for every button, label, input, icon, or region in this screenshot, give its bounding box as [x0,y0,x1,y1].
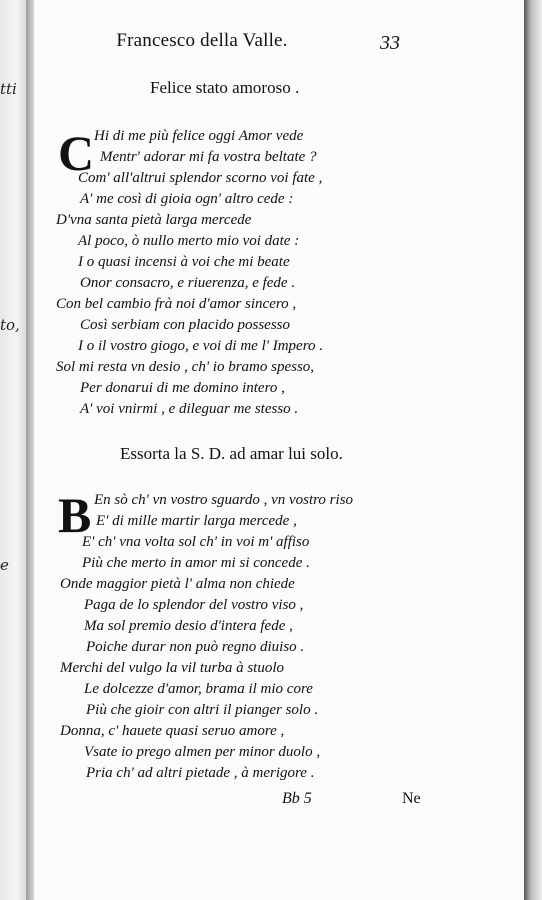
verse-line: Per donarui di me domino intero , [80,380,285,396]
verse-line: Poiche durar non può regno diuiso . [86,639,305,655]
verse-line: Al poco, ò nullo merto mio voi date : [78,233,300,249]
verse-line: Ma sol premio desio d'intera fede , [84,618,293,634]
verse-line: Mentr' adorar mi fa vostra beltate ? [100,149,317,165]
verse-line: Onor consacro, e riuerenza, e fede . [80,275,296,291]
verse-line: E' ch' vna volta sol ch' in voi m' affiso [82,534,310,550]
verse-line: E' di mille martir larga mercede , [96,513,297,529]
sonnet-2-title: Essorta la S. D. ad amar lui solo. [120,444,343,463]
verse-line: D'vna santa pietà larga mercede [56,212,252,228]
verse-line: I o quasi incensi à voi che mi beate [78,254,290,270]
verse-line: En sò ch' vn vostro sguardo , vn vostro riso [94,492,354,508]
facing-page-edge [0,0,26,900]
running-head: Francesco della Valle. [116,30,288,51]
verse-line: Onde maggior pietà l' alma non chiede [60,576,295,592]
verse-line: Così serbiam con placido possesso [80,317,290,333]
facing-page-fragment: to, [0,316,20,334]
page-number: 33 [380,32,400,54]
verse-line: Con bel cambio frà noi d'amor sincero , [56,296,297,312]
verse-line: I o il vostro giogo, e voi di me l' Impero . [78,338,323,354]
facing-page-fragment: e [0,556,9,574]
verse-line: A' voi vnirmi , e dileguar me stesso . [80,401,299,417]
verse-line: Le dolcezze d'amor, brama il mio core [84,681,313,697]
sonnet-1-title: Felice stato amoroso . [150,78,300,97]
signature-mark: Bb 5 [282,790,312,807]
facing-page-fragment: tti [0,80,17,98]
verse-line: A' me così di gioia ogn' altro cede : [80,191,294,207]
book-gutter [26,0,34,900]
verse-line: Paga de lo splendor del vostro viso , [84,597,304,613]
verse-line: Pria ch' ad altri pietade , à merigore . [86,765,315,781]
verse-line: Vsate io prego almen per minor duolo , [84,744,321,760]
verse-line: Merchi del vulgo la vil turba à stuolo [60,660,284,676]
drop-cap-initial: B [58,487,92,543]
verse-line: Hi di me più felice oggi Amor vede [94,128,304,144]
verse-line: Più che merto in amor mi si concede . [82,555,310,571]
drop-cap-initial: C [58,125,95,181]
verse-line: Com' all'altrui splendor scorno voi fate , [78,170,323,186]
verse-line: Sol mi resta vn desio , ch' io bramo spesso, [56,359,315,375]
verse-line: Donna, c' hauete quasi seruo amore , [60,723,285,739]
catchword: Ne [402,790,421,807]
page-edge-shadow [524,0,542,900]
verse-line: Più che gioir con altri il pianger solo . [86,702,319,718]
